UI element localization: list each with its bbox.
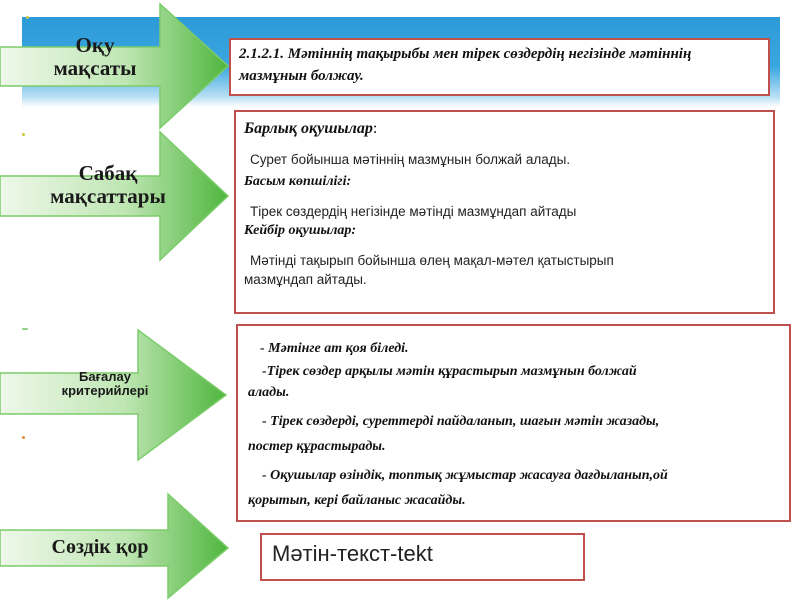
criteria-item-4-line2: қорытып, кері байланыс жасайды. [248, 493, 466, 508]
assessment-arrow-label: Бағалау критерийлері [61, 369, 149, 399]
criteria-item-1: - Мәтінге ат қоя біледі. [260, 341, 409, 356]
criteria-item-2-line1: -Тірек сөздер арқылы мәтін құрастырып мазмұнын болжай [262, 364, 637, 379]
criteria-box [236, 324, 791, 522]
objective-arrow [0, 2, 232, 130]
most-students-heading: Басым көпшілігі: [244, 174, 352, 189]
lesson-goals-box [234, 110, 775, 314]
some-students-heading: Кейбір оқушылар: [244, 223, 357, 238]
assessment-arrow [0, 328, 232, 462]
lesson-goals-arrow-label: Сабақ мақсаттары [50, 161, 166, 209]
most-students-text: Тірек сөздердің негізінде мәтінді мазмұндап айтады [250, 204, 577, 219]
all-students-text: Сурет бойынша мәтіннің мазмұнын болжай алады. [250, 152, 571, 167]
objective-arrow-label: Оқу мақсаты [53, 33, 137, 81]
vocabulary-arrow [0, 492, 232, 600]
lesson-goals-arrow [0, 130, 232, 262]
vocabulary-arrow-label: Сөздік қор [51, 536, 149, 558]
criteria-item-2-line2: алады. [248, 385, 290, 400]
vocabulary-box [260, 533, 585, 581]
vocabulary-text: Мәтін-текст-tekt [272, 541, 433, 566]
some-students-text-line2: мазмұндап айтады. [244, 272, 367, 287]
some-students-text-line1: Мәтінді тақырып бойынша өлең мақал-мәтел қатыстырып [250, 253, 614, 268]
criteria-item-3-line1: - Тірек сөздерді, суреттерді пайдаланып, шағын мәтін жазады, [262, 414, 660, 429]
objective-text: 2.1.2.1. Мәтіннің тақырыбы мен тірек сөздердің негізінде мәтіннің мазмұнын болжау. [239, 46, 692, 84]
objective-box [229, 38, 770, 96]
criteria-item-3-line2: постер құрастырады. [248, 439, 386, 454]
all-students-heading: Барлық оқушылар: [244, 120, 378, 137]
criteria-item-4-line1: - Оқушылар өзіндік, топтық жұмыстар жасауға дағдыланып,ой [262, 468, 668, 483]
